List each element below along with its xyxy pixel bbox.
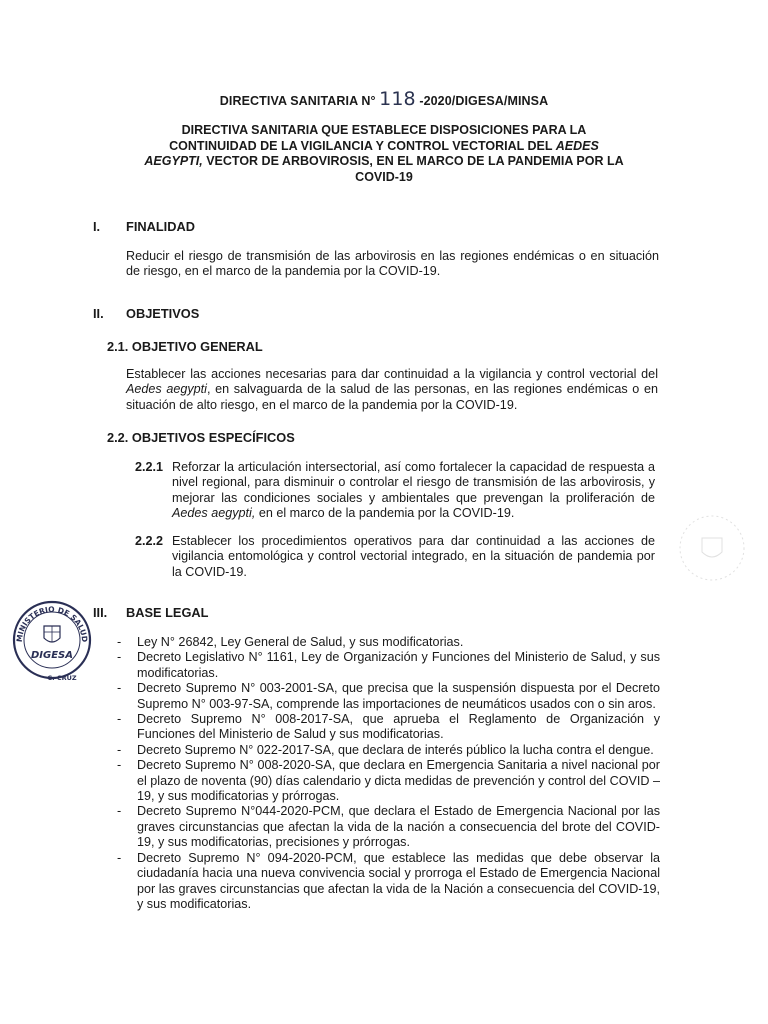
paragraph-text: Establecer las acciones necesarias para dar continuidad a la vigilancia y control vectorial del [126, 367, 658, 381]
list-item-text: Decreto Supremo N° 094-2020-PCM, que establece las medidas que debe observar la ciudadanía hacia una nueva convivencia social y prorroga el Estado de Emergencia Nacional por las graves circunstancias que afectan la vida de la Nación a consecuencia del COVID-19, y sus modificatorias. [137, 850, 660, 911]
list-item-text: Decreto Supremo N° 008-2017-SA, que aprueba el Reglamento de Organización y Funciones del Ministerio de Salud y sus modificatorias. [137, 712, 660, 742]
list-item: - Decreto Supremo N° 008-2017-SA, que aprueba el Reglamento de Organización y Funciones del Ministerio de Salud y sus modificatorias. [117, 712, 660, 742]
faint-seal-icon [672, 508, 752, 588]
list-item-text: Decreto Supremo N° 008-2020-SA, que declara en Emergencia Sanitaria a nivel nacional por el plazo de noventa (90) días calendario y dicta medidas de prevención y control del COVID – 19, y sus modificatorias y prórrogas. [137, 758, 660, 804]
finalidad-paragraph: Reducir el riesgo de transmisión de las arbovirosis en las regiones endémicas o en situación de riesgo, en el marco de la pandemia por la COVID-19. [126, 249, 659, 279]
list-item: - Ley N° 26842, Ley General de Salud, y sus modificatorias. [117, 635, 464, 649]
svg-text:C. CRUZ: C. CRUZ [47, 674, 77, 682]
title-italic: AEGYPTI, [144, 154, 203, 168]
section-number: I. [93, 219, 101, 234]
document-title [140, 123, 628, 185]
section-number: III. [93, 605, 108, 620]
title-text: VECTOR DE ARBOVIROSIS, EN EL MARCO DE LA PANDEMIA POR LA [202, 154, 624, 168]
specific-objective [135, 534, 657, 582]
specific-objective [135, 460, 657, 524]
list-item: - Decreto Supremo N° 003-2001-SA, que precisa que la suspensión dispuesta por el Decreto Supremo N° 003-97-SA, comprende las importaciones de neumáticos usados con o sin aros. [117, 681, 660, 711]
directive-number-line [204, 88, 564, 110]
list-item-text: Decreto Supremo N° 003-2001-SA, que precisa que la suspensión dispuesta por el Decreto Supremo N° 003-97-SA, comprende las importaciones de neumáticos usados con o sin aros. [137, 681, 660, 711]
list-item-text: Decreto Supremo N° 022-2017-SA, que declara de interés público la lucha contra el dengue. [137, 742, 654, 757]
subheading-objetivos-especificos: 2.2. OBJETIVOS ESPECÍFICOS [107, 430, 295, 445]
section-heading-finalidad [93, 219, 195, 234]
svg-text:MINISTERIO DE SALUD: MINISTERIO DE SALUD [14, 604, 90, 643]
directive-suffix: -2020/DIGESA/MINSA [419, 94, 549, 108]
title-line [140, 154, 628, 170]
svg-text:DIGESA: DIGESA [30, 650, 74, 661]
list-item-text: Decreto Supremo N°044-2020-PCM, que declara el Estado de Emergencia Nacional por las graves circunstancias que afectan la vida de la nación a consecuencia del brote del COVID-19, y sus modificatorias, precisiones y prórrogas. [137, 804, 660, 850]
section-number: II. [93, 306, 104, 321]
objective-text [172, 460, 655, 522]
section-heading-objetivos [93, 306, 199, 321]
objective-code: 2.2.1 [135, 460, 164, 474]
list-item: - Decreto Supremo N° 022-2017-SA, que declara de interés público la lucha contra el dengue. [117, 742, 654, 757]
section-heading-base-legal [93, 605, 208, 620]
title-line: COVID-19 [355, 169, 413, 184]
section-title: BASE LEGAL [126, 605, 209, 620]
section-title: FINALIDAD [126, 219, 195, 234]
objetivo-general-paragraph [126, 367, 658, 413]
section-title: OBJETIVOS [126, 306, 200, 321]
paragraph-text: Reforzar la articulación intersectorial, así como fortalecer la capacidad de respuesta a nivel regional, para disminuir o controlar el riesgo de transmisión de las arbovirosis, y mejorar las condiciones sociales y ambientales que prevengan la proliferación de [172, 460, 655, 505]
list-item-text: Ley N° 26842, Ley General de Salud, y sus modificatorias. [137, 635, 464, 649]
title-line: DIRECTIVA SANITARIA QUE ESTABLECE DISPOSICIONES PARA LA [181, 123, 587, 137]
objective-text: Establecer los procedimientos operativos para dar continuidad a las acciones de vigilancia entomológica y control vectorial integrado, en la situación de pandemia por la COVID-19. [172, 534, 655, 579]
species-name: Aedes aegypti [126, 382, 207, 397]
paragraph-text: en el marco de la pandemia por la COVID-19. [255, 506, 515, 521]
digesa-stamp-icon [10, 598, 94, 682]
base-legal-list [115, 635, 660, 912]
title-italic: AEDES [555, 138, 599, 153]
list-item: - Decreto Supremo N°044-2020-PCM, que declara el Estado de Emergencia Nacional por las graves circunstancias que afectan la vida de la nación a consecuencia del brote del COVID-19, y sus modificatorias, precisiones y prórrogas. [117, 804, 660, 850]
handwritten-number: 118 [379, 88, 416, 110]
paragraph-text: , en salvaguarda de la salud de las personas, en las regiones endémicas o en situación de alto riesgo, en el marco de la pandemia por la COVID-19. [126, 382, 658, 412]
list-item-text: Decreto Legislativo N° 1161, Ley de Organización y Funciones del Ministerio de Salud, y sus modificatorias. [137, 650, 660, 680]
list-item: - Decreto Supremo N° 094-2020-PCM, que establece las medidas que debe observar la ciudadanía hacia una nueva convivencia social y prorroga el Estado de Emergencia Nacional por las graves circunstancias que afectan la vida de la Nación a consecuencia del COVID-19, y sus modificatorias. [117, 850, 660, 911]
species-name: Aedes aegypti, [172, 506, 256, 521]
list-item: - Decreto Supremo N° 008-2020-SA, que declara en Emergencia Sanitaria a nivel nacional por el plazo de noventa (90) días calendario y dicta medidas de prevención y control del COVID – 19, y sus modificatorias y prórrogas. [117, 758, 660, 804]
subheading-objetivo-general: 2.1. OBJETIVO GENERAL [107, 339, 263, 354]
directive-prefix: DIRECTIVA SANITARIA N° [219, 94, 376, 108]
title-text: CONTINUIDAD DE LA VIGILANCIA Y CONTROL VECTORIAL DEL [169, 138, 556, 153]
list-item: - Decreto Legislativo N° 1161, Ley de Organización y Funciones del Ministerio de Salud, y sus modificatorias. [117, 650, 660, 680]
objective-code: 2.2.2 [135, 534, 164, 548]
title-line [140, 139, 628, 155]
